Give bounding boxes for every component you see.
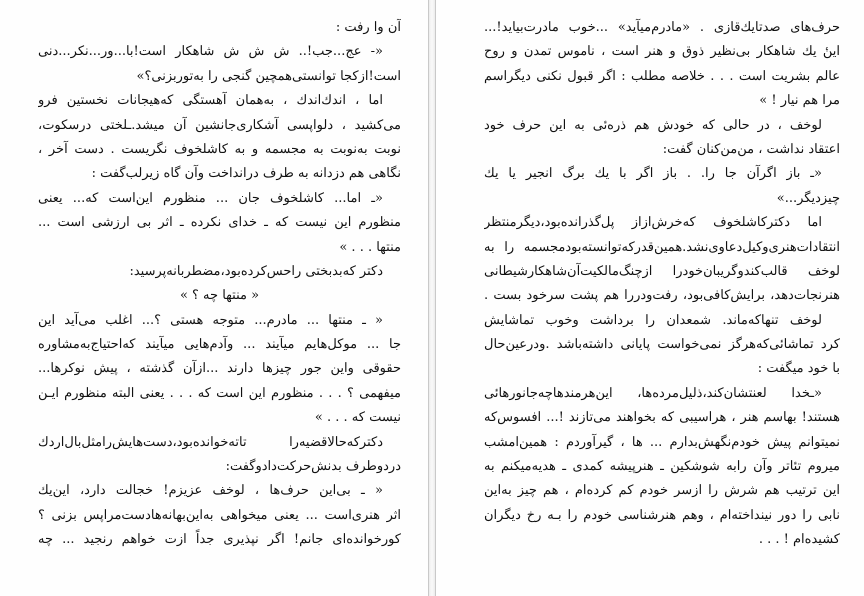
text-line: نیست که . . . » (314, 410, 401, 426)
text-line: «ـ اما... کاشلخوف جان ... منظورم این‌است که... یعنی (38, 190, 383, 206)
text-line: منظورم این نیست که ـ خدای نکرده ـ اثر بی ارزشی است ... (38, 215, 401, 231)
right-page-text (484, 16, 840, 553)
text-line: کشیده‌ام ! . . . (758, 532, 840, 548)
text-line: می‌کشید ، دلواپسی آشکاری‌جانشین آن میشد.ـلختی درسکوت، (38, 117, 401, 133)
text-line: مرا هم نیار ! » (759, 93, 840, 109)
text-line: هنرنجات‌دهد، برایش‌کافی‌بود، رفت‌ودررا هم پشت سرخود بست . (484, 288, 840, 304)
text-line: « ـ بی‌این حرف‌ها ، لوخف عزیزم! خجالت دارد، این‌یك (38, 483, 383, 499)
text-line: اما ، اندك‌اندك ، به‌همان آهستگی که‌هیجانات نخستین فرو (38, 93, 383, 109)
text-line: چیزدیگر...» (776, 190, 840, 206)
right-page (436, 0, 864, 596)
text-line: حرف‌های صدتایك‌قازی . «مادرم‌میآید» ...خوب مادرت‌بیاید!... (484, 20, 840, 35)
text-line: اعتقاد نداشت ، من‌من‌کنان گفت: (662, 141, 840, 157)
text-line: با خود میگفت : (757, 361, 840, 377)
text-line: لوخف قالب‌کندوگریبان‌خودرا ازچنگ‌مالکیت‌آن‌شاهکارشیطانی (484, 263, 840, 279)
text-line: میفهمی ؟ . . . منظورم این است که . . . یعنی البته منظورم ایـن (38, 385, 401, 401)
text-line: حقوقی واین جور چیزها دارند ...ازآن گذشته ، پیش نوکرها... (38, 361, 401, 377)
text-line: نمیتوانم پیش خودم‌نگهش‌بدارم ... ها ، گیرآوردم : همین‌امشب (484, 434, 840, 450)
text-line: انتقادات‌هنری‌وکیل‌دعاوی‌نشد.همین‌قدرکه‌توانسته‌بود‌مجسمه را به (484, 239, 840, 255)
text-line: آن وا رفت : (335, 20, 401, 35)
text-line: هستند! بهاسم هنر ، هراسیبی که بخواهند می‌تازند !... افسوس‌که (484, 410, 840, 426)
text-line: نگاهی هم دزدانه به طرف درانداخت وآن گاه زیرلب‌گفت : (91, 166, 401, 182)
text-line: «ـخدا لعنتشان‌کند،ذلیل‌مرده‌ها، این‌هرمندهاچه‌جانورهائی (484, 385, 822, 401)
text-line: منتها . . . » (339, 239, 401, 255)
text-line: « منتها چه ؟ » (179, 288, 260, 304)
left-page-text (38, 16, 401, 553)
left-page (0, 0, 428, 596)
text-line: «- عج...جب!.. ش ش ش شاهکار است!با...ور...نکر...دنی (38, 44, 383, 60)
text-line: عالم بشریت است . . . خلاصه مطلب : اگر قبول نکنی دیگراسم (484, 68, 840, 84)
text-line: « ـ منتها ... مادرم... متوجه هستی ؟... اغلب می‌آید این (38, 312, 383, 328)
text-line: اثر هنری‌است ... یعنی میخواهی به‌این‌بهانه‌هادست‌مراپس بزنی ؟ (38, 507, 401, 523)
text-line: کرد تماشائی‌که‌هرگز نمی‌خواست پایانی داشته‌باشد .ودرعین‌حال (484, 337, 840, 353)
text-line: کورخوانده‌ای جانم! اگر نپذیری جداً ازت خواهم رنجید ... چه (38, 532, 401, 548)
text-line: لوخف تنهاکه‌ماند. شمعدان را برداشت وخوب تماشایش (484, 312, 822, 328)
text-line: دکتر که‌بدبختی راحس‌کرده‌بود،مضطربانه‌پرسید: (129, 263, 383, 279)
text-line: اما دکترکاشلخوف که‌خرش‌ازاز پل‌گذرانده‌بود،دیگرمنتظر (484, 215, 822, 231)
text-line: است!ازکجا توانستی‌همچین گنجی را به‌توربزنی؟» (136, 68, 401, 84)
text-line: دکترکه‌حالاقضیه‌را تاته‌خوانده‌بود،دست‌هایش‌رامثل‌بال‌اردك (38, 434, 383, 450)
text-line: «ـ باز اگرآن جا را. . باز اگر با یك برگ انجیر یا یك (484, 166, 822, 182)
text-line: نوبت به‌نوبت به مجسمه و به کاشلخوف نگریست . دست آخر ، (38, 141, 401, 157)
text-line: اینٔ یك شاهکار بی‌نظیر ذوق و هنر است ، ناموس تمدن و روح (484, 44, 840, 60)
text-line: این ترتیب هم شرش را ازسر خودم کم کرده‌ام ، هم چیز به‌این (484, 483, 840, 499)
text-line: لوخف ، در حالی که خودش هم ذره‌ئی به این حرف خود (484, 117, 822, 133)
text-line: دردوطرف بدنش‌حرکت‌دادوگفت: (225, 459, 401, 475)
text-line: میروم تئاتر وآن رابه شوشکین ـ هنرپیشه کمدی ـ هدیه‌میکنم به (484, 459, 840, 475)
book-gutter (428, 0, 436, 596)
text-line: نابی را دور نینداخته‌ام ، وهم هنرشناسی خودم را بـه رخ دیگران (484, 507, 840, 523)
text-line: جا ... موکل‌هایم میآیند ... وآدم‌هایی میآیند که‌احتیاج‌به‌مشاوره (38, 337, 401, 353)
